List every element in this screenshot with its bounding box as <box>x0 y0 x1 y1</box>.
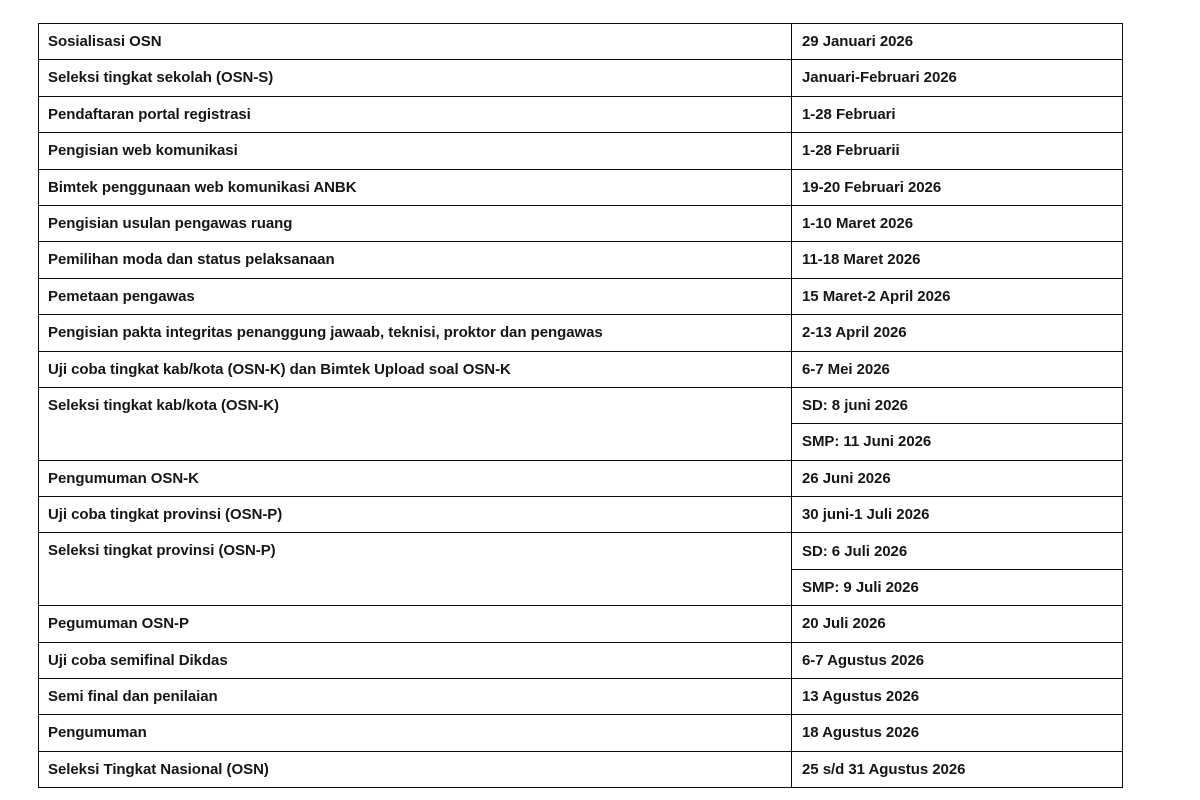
activity-cell: Sosialisasi OSN <box>39 24 792 60</box>
table-row <box>39 96 1123 132</box>
table-row <box>39 642 1123 678</box>
table-row <box>39 679 1123 715</box>
table-row <box>39 133 1123 169</box>
table-row <box>39 60 1123 96</box>
date-cell: 20 Juli 2026 <box>792 606 1123 642</box>
date-cell: 11-18 Maret 2026 <box>792 242 1123 278</box>
osn-schedule-table <box>38 23 1123 788</box>
date-cell: 13 Agustus 2026 <box>792 679 1123 715</box>
date-cell: SMP: 11 Juni 2026 <box>792 424 1123 460</box>
activity-cell: Bimtek penggunaan web komunikasi ANBK <box>39 169 792 205</box>
date-cell: SD: 6 Juli 2026 <box>792 533 1123 569</box>
table-row <box>39 315 1123 351</box>
table-row <box>39 751 1123 787</box>
date-cell: 26 Juni 2026 <box>792 460 1123 496</box>
date-cell: 25 s/d 31 Agustus 2026 <box>792 751 1123 787</box>
activity-cell: Pegumuman OSN-P <box>39 606 792 642</box>
table-row <box>39 169 1123 205</box>
activity-cell: Seleksi Tingkat Nasional (OSN) <box>39 751 792 787</box>
activity-cell: Uji coba tingkat provinsi (OSN-P) <box>39 497 792 533</box>
activity-cell: Pemilihan moda dan status pelaksanaan <box>39 242 792 278</box>
table-row <box>39 278 1123 314</box>
date-cell: 6-7 Agustus 2026 <box>792 642 1123 678</box>
date-cell: Januari-Februari 2026 <box>792 60 1123 96</box>
date-cell: 29 Januari 2026 <box>792 24 1123 60</box>
activity-cell: Pengumuman <box>39 715 792 751</box>
date-cell: 2-13 April 2026 <box>792 315 1123 351</box>
table-row <box>39 242 1123 278</box>
table-row <box>39 606 1123 642</box>
table-row <box>39 205 1123 241</box>
table-row <box>39 715 1123 751</box>
table-row <box>39 24 1123 60</box>
table-row <box>39 533 1123 569</box>
table-row <box>39 351 1123 387</box>
activity-cell: Semi final dan penilaian <box>39 679 792 715</box>
activity-cell: Pengisian web komunikasi <box>39 133 792 169</box>
date-cell: 30 juni-1 Juli 2026 <box>792 497 1123 533</box>
activity-cell: Seleksi tingkat provinsi (OSN-P) <box>39 533 792 606</box>
table-row <box>39 497 1123 533</box>
date-cell: 1-10 Maret 2026 <box>792 205 1123 241</box>
activity-cell: Seleksi tingkat kab/kota (OSN-K) <box>39 387 792 460</box>
schedule-table-body <box>39 24 1123 788</box>
activity-cell: Pengumuman OSN-K <box>39 460 792 496</box>
activity-cell: Pengisian usulan pengawas ruang <box>39 205 792 241</box>
activity-cell: Uji coba semifinal Dikdas <box>39 642 792 678</box>
date-cell: SMP: 9 Juli 2026 <box>792 569 1123 605</box>
date-cell: 19-20 Februari 2026 <box>792 169 1123 205</box>
activity-cell: Pendaftaran portal registrasi <box>39 96 792 132</box>
activity-cell: Pengisian pakta integritas penanggung jawaab, teknisi, proktor dan pengawas <box>39 315 792 351</box>
date-cell: 15 Maret-2 April 2026 <box>792 278 1123 314</box>
date-cell: 18 Agustus 2026 <box>792 715 1123 751</box>
activity-cell: Pemetaan pengawas <box>39 278 792 314</box>
table-row <box>39 387 1123 423</box>
date-cell: 1-28 Februarii <box>792 133 1123 169</box>
date-cell: SD: 8 juni 2026 <box>792 387 1123 423</box>
date-cell: 1-28 Februari <box>792 96 1123 132</box>
activity-cell: Seleksi tingkat sekolah (OSN-S) <box>39 60 792 96</box>
date-cell: 6-7 Mei 2026 <box>792 351 1123 387</box>
activity-cell: Uji coba tingkat kab/kota (OSN-K) dan Bimtek Upload soal OSN-K <box>39 351 792 387</box>
table-row <box>39 460 1123 496</box>
